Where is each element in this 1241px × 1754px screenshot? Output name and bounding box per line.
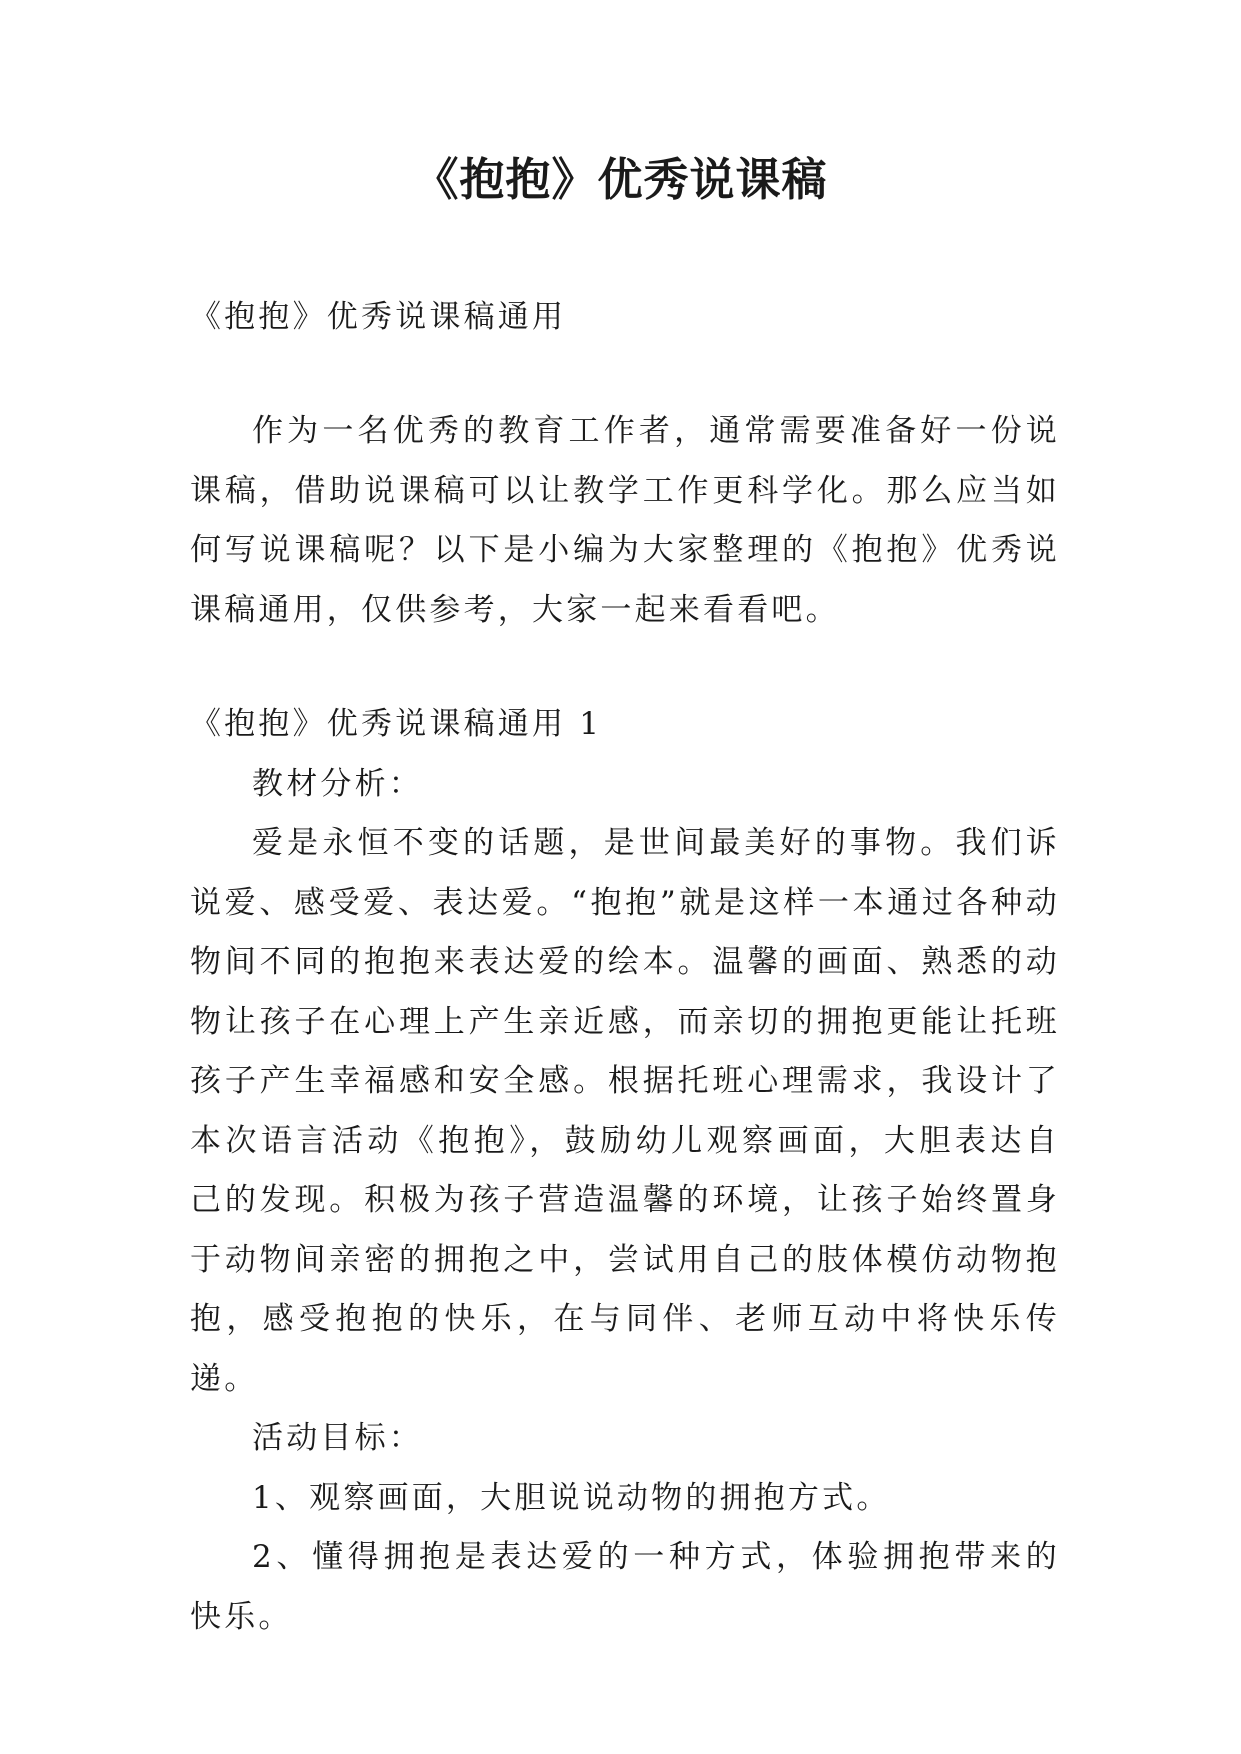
- section-1: [190, 695, 1060, 1647]
- subtitle-text: 《抱抱》优秀说课稿通用: [190, 299, 567, 335]
- analysis-label: 教材分析：: [252, 765, 423, 802]
- goals-label: 活动目标：: [252, 1420, 423, 1456]
- goal-item-2: 2、懂得拥抱是表达爱的一种方式，体验拥抱带来的快乐。: [190, 1539, 1060, 1635]
- intro-text: 作为一名优秀的教育工作者，通常需要准备好一份说课稿，借助说课稿可以让教学工作更科学化。那么应当如何写说课稿呢？以下是小编为大家整理的《抱抱》优秀说课稿通用，仅供参考，大家一起来看看吧。: [190, 413, 1060, 628]
- document-subtitle: [190, 288, 1060, 348]
- intro-paragraph: [190, 402, 1060, 640]
- analysis-paragraph: 爱是永恒不变的话题，是世间最美好的事物。我们诉说爱、感受爱、表达爱。“抱抱”就是这样一本通过各种动物间不同的抱抱来表达爱的绘本。温馨的画面、熟悉的动物让孩子在心理上产生亲近感，而亲切的拥抱更能让托班孩子产生幸福感和安全感。根据托班心理需求，我设计了本次语言活动《抱抱》，鼓励幼儿观察画面，大胆表达自己的发现。积极为孩子营造温馨的环境，让孩子始终置身于动物间亲密的拥抱之中，尝试用自己的肢体模仿动物抱抱，感受抱抱的快乐，在与同伴、老师互动中将快乐传递。: [190, 825, 1060, 1397]
- section-heading: 《抱抱》优秀说课稿通用 1: [190, 706, 603, 742]
- goal-item-1: 1、观察画面，大胆说说动物的拥抱方式。: [252, 1479, 891, 1516]
- document-title: 《抱抱》优秀说课稿: [413, 153, 828, 206]
